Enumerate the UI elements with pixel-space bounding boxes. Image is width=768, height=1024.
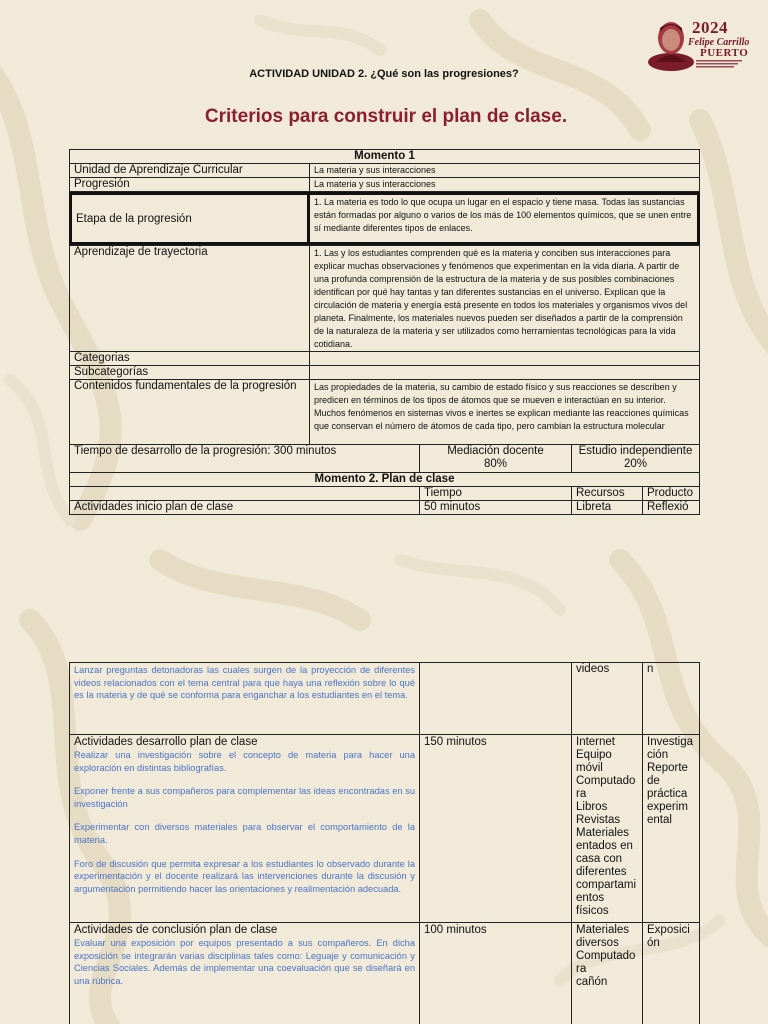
government-logo [646,16,750,76]
desarrollo-item-2: Exponer frente a sus compañeros para complementar las ideas encontradas en su investigación [74,786,415,809]
desarrollo-recurso-line: Computado [576,775,636,787]
subcategorias-label: Subcategorías [69,365,310,380]
conclusion-label: Actividades de conclusión plan de clase [74,924,278,936]
activity-title: ACTIVIDAD UNIDAD 2. ¿Qué son las progresiones? [249,68,519,80]
desarrollo-producto-line: práctica [647,788,688,800]
desarrollo-producto-line: ental [647,814,672,826]
desarrollo-recurso-line: Materiales [576,827,630,839]
uac-label: Unidad de Aprendizaje Curricular [69,163,310,178]
mediacion-value: 80% [483,458,508,470]
desarrollo-producto-line: Investiga [647,736,694,748]
contenidos-value: Las propiedades de la materia, su cambio de estado físico y sus reacciones se describen y predicen en términos de los tipos de átomos que se mueven e interactúan en su interior. Muchos fenómenos en sistemas vivos e inertes se explican mediante las reacciones químicas que conservan el número de átomos de cada tipo, pero cambian la estructura molecular [309,379,700,445]
inicio-producto: Reflexió [642,500,700,515]
desarrollo-item-1: Realizar una investigación sobre el concepto de materia para hacer una exploración en distintas bibliografías. [74,750,415,773]
categorias-value [309,351,700,366]
desarrollo-tiempo: 150 minutos [419,734,572,923]
desarrollo-recurso-line: móvil [576,762,603,774]
logo-name-line2: PUERTO [700,47,749,59]
progresion-value: La materia y sus interacciones [309,177,700,192]
desarrollo-recurso-line: diferentes [576,866,627,878]
tiempo-desarrollo-label: Tiempo de desarrollo de la progresión: 300 minutos [69,444,420,473]
mediacion-label: Mediación docente [447,445,544,457]
desarrollo-item-4: Foro de discusión que permita expresar a los estudiantes lo observado durante la experimentación y el docente realizará las intervenciones durante la discusión y argumentación permitiendo hacer las orientaciones y realimentación adecuada. [74,858,415,894]
conclusion-recursos [571,922,643,1024]
conclusion-producto-line: ón [647,937,660,949]
progresion-label: Progresión [69,177,310,192]
subcategorias-value [309,365,700,380]
desarrollo-recurso-line: entos [576,892,605,904]
uac-value: La materia y sus interacciones [309,163,700,178]
desarrollo-recurso-line: Internet [576,736,615,748]
inicio-label: Actividades inicio plan de clase [69,500,420,515]
inicio-continuation-producto: n [642,662,700,735]
desarrollo-producto-line: Reporte [647,762,688,774]
conclusion-recurso-line: diversos [576,937,619,949]
conclusion-recurso-line: Materiales [576,924,630,936]
conclusion-producto-line: Exposici [647,924,690,936]
inicio-tiempo: 50 minutos [419,500,572,515]
conclusion-tiempo: 100 minutos [419,922,572,1024]
empty-header-cell [69,486,420,501]
desarrollo-recurso-line: casa con [576,853,623,865]
desarrollo-label: Actividades desarrollo plan de clase [74,736,258,748]
desarrollo-recurso-line: Equipo [576,749,612,761]
estudio-value: 20% [623,458,648,470]
etapa-label: Etapa de la progresión [69,192,310,245]
conclusion-text: Evaluar una exposición por equipos presentado a sus compañeros. En dicha exposición se integrarán varias disciplinas tales como: Leguaje y comunicación y Ciencias Sociales. Además de implementar una coevaluación que se diseñará en una rúbrica. [74,938,415,986]
col-recursos: Recursos [571,486,643,501]
estudio-label: Estudio independiente [578,445,693,457]
estudio-independiente [571,444,700,473]
desarrollo-recurso-line: ra [576,788,587,800]
inicio-continuation-recursos: videos [571,662,643,735]
desarrollo-recurso-line: Revistas [576,814,621,826]
col-tiempo: Tiempo [419,486,572,501]
contenidos-label: Contenidos fundamentales de la progresión [69,379,310,445]
logo-name-line1: Felipe Carrillo [688,37,750,48]
desarrollo-cell [69,734,420,923]
desarrollo-recursos [571,734,643,923]
inicio-continuation-cell [69,662,420,735]
desarrollo-producto-line: ción [647,749,669,761]
momento1-header: Momento 1 [69,149,700,164]
conclusion-cell [69,922,420,1024]
desarrollo-recurso-line: compartami [576,879,637,891]
conclusion-recurso-line: ra [576,963,587,975]
desarrollo-recurso-line: entados en [576,840,633,852]
conclusion-producto [642,922,700,1024]
logo-year: 2024 [692,18,728,37]
etapa-value: 1. La materia es todo lo que ocupa un lugar en el espacio y tiene masa. Todas las sustancias están formadas por alguno o varios de los más de 100 elementos químicos, que se unen entre sí mediante diferentes tipos de enlaces. [307,192,700,245]
desarrollo-recurso-line: Libros [576,801,608,813]
aprendizaje-label: Aprendizaje de trayectoria [69,245,310,352]
page-title: Criterios para construir el plan de clase. [204,106,568,127]
desarrollo-producto-line: de [647,775,660,787]
momento2-header: Momento 2. Plan de clase [69,472,700,487]
conclusion-recurso-line: cañón [576,976,608,988]
col-producto: Producto [642,486,700,501]
desarrollo-producto [642,734,700,923]
desarrollo-producto-line: experim [647,801,688,813]
conclusion-recurso-line: Computado [576,950,636,962]
inicio-continuation-text: Lanzar preguntas detonadoras las cuales surgen de la proyección de diferentes videos relacionados con el tema central para que haya una reflexión sobre lo qué es la materia y de qué se conforma para enganchar a los estudiantes en el tema. [74,665,415,701]
categorias-label: Categorias [69,351,310,366]
desarrollo-item-3: Experimentar con diversos materiales para observar el comportamiento de la materia. [74,822,415,845]
mediacion-docente [419,444,572,473]
inicio-continuation-tiempo [419,662,572,735]
desarrollo-recurso-line: físicos [576,905,609,917]
aprendizaje-value: 1. Las y los estudiantes comprenden qué es la materia y conciben sus interacciones para explicar muchas observaciones y fenómenos que experimentan en la vida diaria. A partir de una profunda comprensión de la estructura de la materia y de sus posibles combinaciones identifican por qué hay tantas y tan diferentes sustancias en el universo. Explican que la circulación de materia y energía está presente en todos los materiales y organismos vivos del planeta. Finalmente, los materiales nuevos pueden ser diseñados a partir de la comprensión de la naturaleza de la materia y ser utilizados como herramientas tecnológicas para la vida cotidiana. [309,245,700,352]
inicio-recursos: Libreta [571,500,643,515]
